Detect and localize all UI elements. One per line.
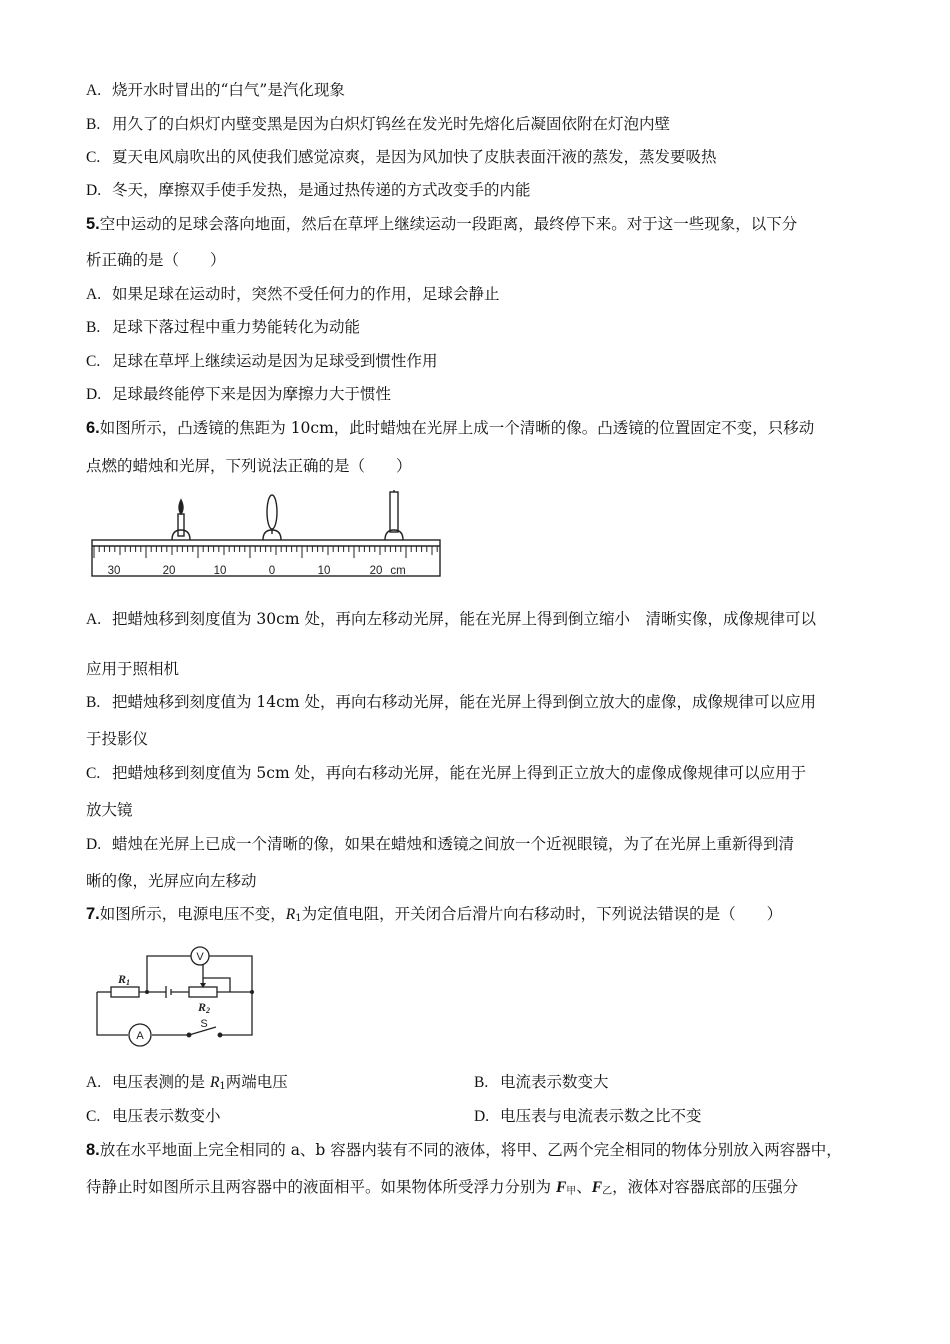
q5-stem-cont <box>86 250 226 270</box>
r2-label: R2 <box>198 1000 211 1015</box>
option-text: 足球下落过程中重力势能转化为动能 <box>112 318 361 336</box>
option-letter: B. <box>86 116 101 133</box>
ruler-label: 0 <box>268 565 276 577</box>
option-text: 用久了的白炽灯内壁变黑是因为白炽灯钨丝在发光时先熔化后凝固依附在灯泡内壁 <box>112 115 671 133</box>
q7-option-b <box>474 1072 609 1093</box>
option-letter: C. <box>86 1108 101 1125</box>
question-text: 放在水平地面上完全相同的 a、b 容器内装有不同的液体，将甲、乙两个完全相同的物体分别放入两容器中， <box>99 1141 842 1159</box>
ruler-label: 10 <box>317 565 331 577</box>
option-text: 电压表示数变小 <box>112 1107 221 1125</box>
r1-label: R1 <box>118 972 131 987</box>
force-subscript: 甲 <box>566 1186 577 1197</box>
option-text: 电流表示数变大 <box>500 1073 609 1091</box>
option-letter: D. <box>474 1108 490 1125</box>
q4-option-b <box>86 114 670 135</box>
question-text: 如图所示，凸透镜的焦距为 10cm，此时蜡烛在光屏上成一个清晰的像。凸透镜的位置固定不变，只移动 <box>99 419 815 437</box>
force-symbol: F <box>591 1179 603 1196</box>
screen-icon <box>385 490 403 540</box>
option-text: 两端电压 <box>225 1073 288 1091</box>
question-number: 7. <box>86 905 100 923</box>
option-letter: B. <box>474 1074 489 1091</box>
candle-icon <box>172 500 190 540</box>
ammeter-label: A <box>136 1030 144 1042</box>
option-text: 烧开水时冒出的“白气”是汽化现象 <box>112 81 345 99</box>
question-text: ，液体对容器底部的压强分 <box>612 1178 799 1196</box>
optical-bench-figure <box>88 488 448 584</box>
q4-option-a <box>86 80 345 101</box>
resistor-subscript: 1 <box>295 913 302 924</box>
ruler-label: 20 <box>369 565 383 577</box>
resistor-subscript: 1 <box>219 1081 226 1092</box>
q6-option-c-cont <box>86 800 133 820</box>
q6-option-a-cont <box>86 659 179 679</box>
option-text: 电压表测的是 <box>112 1073 210 1091</box>
option-text: 把蜡烛移到刻度值为 30cm 处，再向左移动光屏，能在光屏上得到倒立缩小 清晰实像，成像规律可以 <box>112 610 816 628</box>
option-text: 把蜡烛移到刻度值为 14cm 处，再向右移动光屏，能在光屏上得到倒立放大的虚像，成像规律可以应用 <box>112 693 816 711</box>
q6-option-b <box>86 692 816 713</box>
q6-option-b-cont <box>86 729 148 749</box>
force-symbol: F <box>555 1179 567 1196</box>
q5-stem <box>86 214 797 234</box>
option-text: 应用于照相机 <box>86 660 180 678</box>
option-text: 电压表与电流表示数之比不变 <box>500 1107 702 1125</box>
question-text: 空中运动的足球会落向地面，然后在草坪上继续运动一段距离，最终停下来。对于这一些现象，以下分 <box>99 215 798 233</box>
resistor-symbol: R <box>209 1074 220 1091</box>
ruler-ticks <box>94 546 437 558</box>
ruler-label: 10 <box>213 565 227 577</box>
q5-option-c <box>86 351 438 372</box>
resistor-r1 <box>111 987 139 997</box>
option-letter: A. <box>86 611 102 628</box>
question-text: 点燃的蜡烛和光屏，下列说法正确的是（ ） <box>86 457 412 475</box>
option-text: 如果足球在运动时，突然不受任何力的作用，足球会静止 <box>112 285 500 303</box>
resistor-symbol: R <box>285 906 296 923</box>
option-letter: D. <box>86 182 102 199</box>
option-text: 足球在草坪上继续运动是因为足球受到惯性作用 <box>112 352 438 370</box>
q6-stem-cont <box>86 456 412 476</box>
question-number: 8. <box>86 1141 100 1159</box>
option-letter: B. <box>86 319 101 336</box>
ruler-unit: cm <box>390 565 406 577</box>
resistor-r2 <box>189 987 217 997</box>
q5-option-b <box>86 317 360 338</box>
option-text: 晰的像，光屏应向左移动 <box>86 872 257 890</box>
option-text: 夏天电风扇吹出的风使我们感觉凉爽，是因为风加快了皮肤表面汗液的蒸发，蒸发要吸热 <box>112 148 717 166</box>
battery-icon <box>166 986 171 998</box>
option-letter: A. <box>86 286 102 303</box>
option-text: 蜡烛在光屏上已成一个清晰的像，如果在蜡烛和透镜之间放一个近视眼镜，为了在光屏上重新得到清 <box>112 835 795 853</box>
q5-option-a <box>86 284 500 305</box>
q7-option-c <box>86 1106 221 1127</box>
q6-stem <box>86 418 814 438</box>
option-letter: A. <box>86 1074 102 1091</box>
q4-option-c <box>86 147 717 168</box>
option-letter: A. <box>86 82 102 99</box>
separator: 、 <box>576 1178 592 1196</box>
option-text: 于投影仪 <box>86 730 149 748</box>
question-number: 6. <box>86 419 100 437</box>
option-letter: C. <box>86 149 101 166</box>
q7-option-a <box>86 1072 288 1097</box>
option-letter: C. <box>86 353 101 370</box>
lens-icon <box>263 495 281 540</box>
q6-option-c <box>86 763 806 784</box>
q6-option-a <box>86 609 816 630</box>
question-text: 如图所示，电源电压不变， <box>99 905 286 923</box>
q8-stem <box>86 1140 842 1160</box>
ruler-label: 20 <box>162 565 176 577</box>
option-text: 冬天，摩擦双手使手发热，是通过热传递的方式改变手的内能 <box>112 181 531 199</box>
q7-option-d <box>474 1106 702 1127</box>
ruler-label: 30 <box>107 565 121 577</box>
q4-option-d <box>86 180 531 201</box>
option-letter: C. <box>86 765 101 782</box>
q8-stem-cont <box>86 1177 798 1202</box>
option-text: 足球最终能停下来是因为摩擦力大于惯性 <box>112 385 392 403</box>
option-letter: D. <box>86 836 102 853</box>
question-number: 5. <box>86 215 100 233</box>
voltmeter-label: V <box>196 951 204 963</box>
option-letter: D. <box>86 386 102 403</box>
force-subscript: 乙 <box>602 1186 613 1197</box>
q7-stem <box>86 904 782 929</box>
q6-option-d-cont <box>86 871 257 891</box>
q5-option-d <box>86 384 391 405</box>
question-text: 待静止时如图所示且两容器中的液面相平。如果物体所受浮力分别为 <box>86 1178 556 1196</box>
option-text: 把蜡烛移到刻度值为 5cm 处，再向右移动光屏，能在光屏上得到正立放大的虚像成像规律可以应用于 <box>112 764 807 782</box>
option-text: 放大镜 <box>86 801 133 819</box>
option-letter: B. <box>86 694 101 711</box>
switch-label: S <box>200 1018 208 1030</box>
q6-option-d <box>86 834 794 855</box>
question-text: 析正确的是（ ） <box>86 251 226 269</box>
circuit-diagram <box>92 940 258 1050</box>
question-text: 为定值电阻，开关闭合后滑片向右移动时，下列说法错误的是（ ） <box>301 905 783 923</box>
